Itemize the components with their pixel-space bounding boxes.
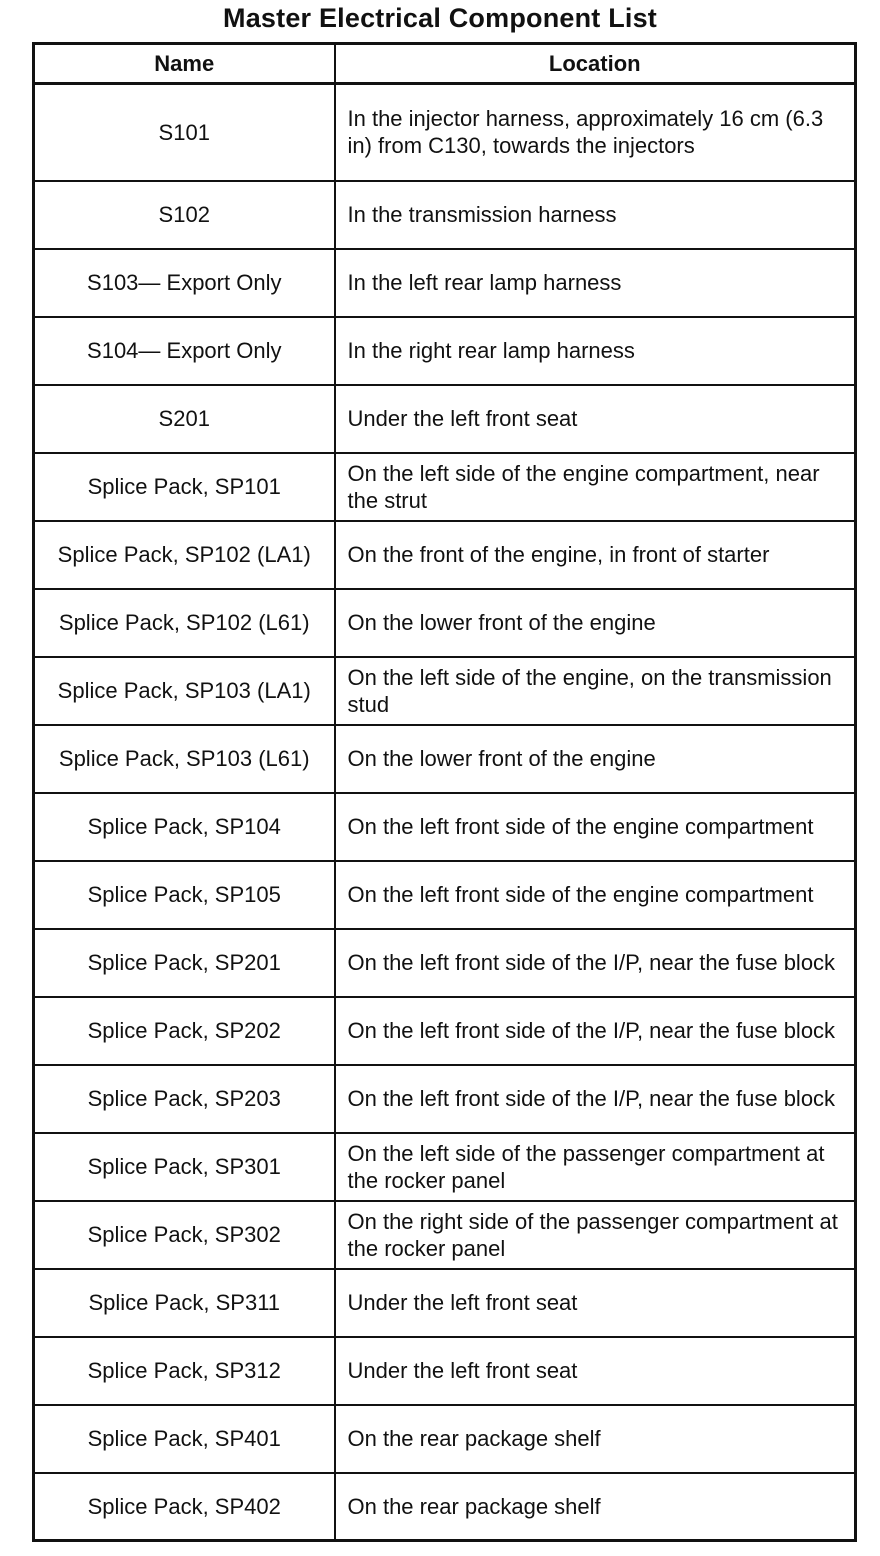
component-name: Splice Pack, SP301 <box>34 1133 335 1201</box>
component-name: S201 <box>34 385 335 453</box>
component-location: In the right rear lamp harness <box>335 317 856 385</box>
component-name: Splice Pack, SP102 (LA1) <box>34 521 335 589</box>
component-name: Splice Pack, SP104 <box>34 793 335 861</box>
table-row <box>34 1473 856 1541</box>
component-location: Under the left front seat <box>335 385 856 453</box>
component-name: Splice Pack, SP401 <box>34 1405 335 1473</box>
table-row <box>34 589 856 657</box>
table-row <box>34 725 856 793</box>
component-name: Splice Pack, SP103 (LA1) <box>34 657 335 725</box>
component-name: Splice Pack, SP302 <box>34 1201 335 1269</box>
component-location: On the left front side of the engine compartment <box>335 793 856 861</box>
component-name: S101 <box>34 84 335 181</box>
table-header-row <box>34 44 856 84</box>
table-row <box>34 793 856 861</box>
page-title: Master Electrical Component List <box>223 3 657 33</box>
component-location: On the left front side of the I/P, near the fuse block <box>335 997 856 1065</box>
component-location: On the left front side of the engine compartment <box>335 861 856 929</box>
component-name: Splice Pack, SP105 <box>34 861 335 929</box>
component-name: Splice Pack, SP311 <box>34 1269 335 1337</box>
table-row <box>34 1201 856 1269</box>
component-location: On the left side of the engine, on the transmission stud <box>335 657 856 725</box>
table-row <box>34 453 856 521</box>
table-row <box>34 521 856 589</box>
table-row <box>34 929 856 997</box>
table-row <box>34 385 856 453</box>
component-name: Splice Pack, SP312 <box>34 1337 335 1405</box>
table-row <box>34 317 856 385</box>
table-row <box>34 84 856 181</box>
component-name: Splice Pack, SP202 <box>34 997 335 1065</box>
component-location: On the front of the engine, in front of starter <box>335 521 856 589</box>
component-location: On the lower front of the engine <box>335 725 856 793</box>
component-location: In the injector harness, approximately 16 cm (6.3 in) from C130, towards the injectors <box>335 84 856 181</box>
table-row <box>34 181 856 249</box>
component-location: On the lower front of the engine <box>335 589 856 657</box>
component-location: On the rear package shelf <box>335 1473 856 1541</box>
component-name: Splice Pack, SP103 (L61) <box>34 725 335 793</box>
component-name: S104— Export Only <box>34 317 335 385</box>
component-location: In the left rear lamp harness <box>335 249 856 317</box>
component-location: On the left front side of the I/P, near the fuse block <box>335 929 856 997</box>
component-location: On the left front side of the I/P, near the fuse block <box>335 1065 856 1133</box>
table-row <box>34 1337 856 1405</box>
table-row <box>34 657 856 725</box>
component-name: Splice Pack, SP102 (L61) <box>34 589 335 657</box>
table-row <box>34 997 856 1065</box>
component-location: Under the left front seat <box>335 1337 856 1405</box>
component-location: On the rear package shelf <box>335 1405 856 1473</box>
component-name: S102 <box>34 181 335 249</box>
component-name: Splice Pack, SP203 <box>34 1065 335 1133</box>
table-row <box>34 1405 856 1473</box>
table-row <box>34 861 856 929</box>
component-name: Splice Pack, SP402 <box>34 1473 335 1541</box>
table-row <box>34 1133 856 1201</box>
table-row <box>34 249 856 317</box>
header-name: Name <box>34 44 335 84</box>
component-location: On the right side of the passenger compartment at the rocker panel <box>335 1201 856 1269</box>
component-table <box>32 42 857 1542</box>
component-location: On the left side of the passenger compartment at the rocker panel <box>335 1133 856 1201</box>
table-row <box>34 1269 856 1337</box>
component-location: In the transmission harness <box>335 181 856 249</box>
component-name: Splice Pack, SP201 <box>34 929 335 997</box>
component-location: On the left side of the engine compartment, near the strut <box>335 453 856 521</box>
table-row <box>34 1065 856 1133</box>
component-location: Under the left front seat <box>335 1269 856 1337</box>
component-name: Splice Pack, SP101 <box>34 453 335 521</box>
header-location: Location <box>335 44 856 84</box>
component-name: S103— Export Only <box>34 249 335 317</box>
